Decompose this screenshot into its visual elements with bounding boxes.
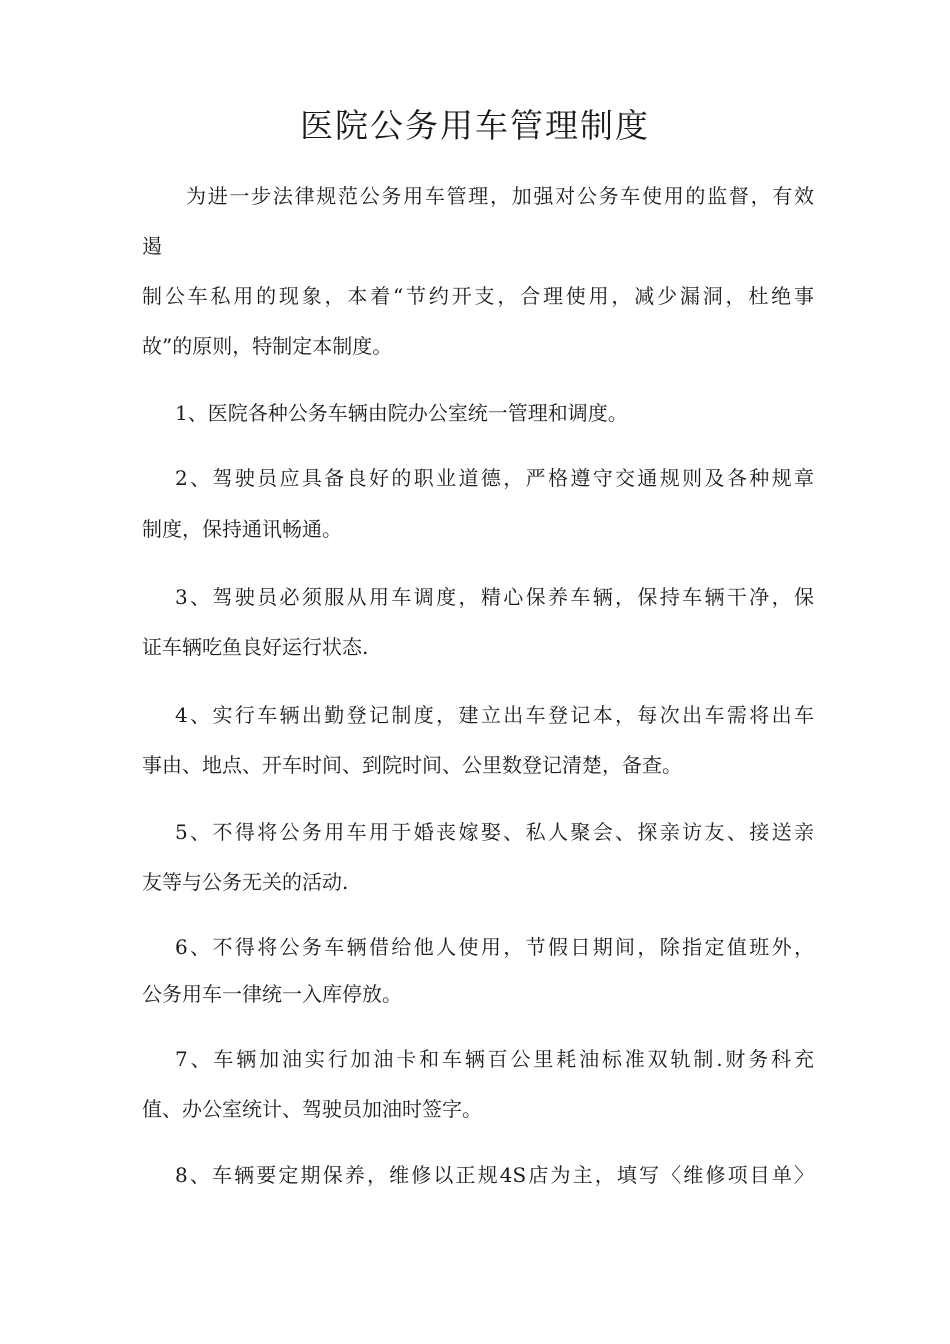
item-3-line-2: 证车辆吃鱼良好运行状态. xyxy=(142,635,369,659)
document-title: 医院公务用车管理制度 xyxy=(300,106,650,145)
item-2-line-2: 制度，保持通讯畅通。 xyxy=(142,517,342,541)
item-4-line-1: 4、实行车辆出勤登记制度，建立出车登记本，每次出车需将出车 xyxy=(175,703,814,727)
item-7-line-1: 7、车辆加油实行加油卡和车辆百公里耗油标准双轨制.财务科充 xyxy=(175,1047,814,1071)
item-6-line-2: 公务用车一律统一入库停放。 xyxy=(142,982,402,1006)
item-7-line-2: 值、办公室统计、驾驶员加油时签字。 xyxy=(142,1097,482,1121)
item-5-line-1: 5、不得将公务用车用于婚丧嫁娶、私人聚会、探亲访友、接送亲 xyxy=(175,820,814,844)
item-1-line-1: 1、医院各种公务车辆由院办公室统一管理和调度。 xyxy=(175,401,628,425)
item-3-line-1: 3、驾驶员必须服从用车调度，精心保养车辆，保持车辆干净，保 xyxy=(175,585,814,609)
item-8-line-1: 8、车辆要定期保养，维修以正规4S店为主，填写〈维修项目单〉 xyxy=(175,1163,814,1187)
item-6-line-1: 6、不得将公务车辆借给他人使用，节假日期间，除指定值班外， xyxy=(175,935,814,959)
intro-line-1: 为进一步法律规范公务用车管理，加强对公务车使用的监督，有效 xyxy=(186,184,814,208)
item-5-line-2: 友等与公务无关的活动. xyxy=(142,870,349,894)
item-2-line-1: 2、驾驶员应具备良好的职业道德，严格遵守交通规则及各种规章 xyxy=(175,466,814,490)
intro-line-4: 故”的原则，特制定本制度。 xyxy=(142,334,393,358)
intro-line-3: 制公车私用的现象，本着“节约开支，合理使用，减少漏洞，杜绝事 xyxy=(142,284,814,308)
intro-line-2: 遏 xyxy=(142,234,162,258)
item-4-line-2: 事由、地点、开车时间、到院时间、公里数登记清楚，备查。 xyxy=(142,753,682,777)
